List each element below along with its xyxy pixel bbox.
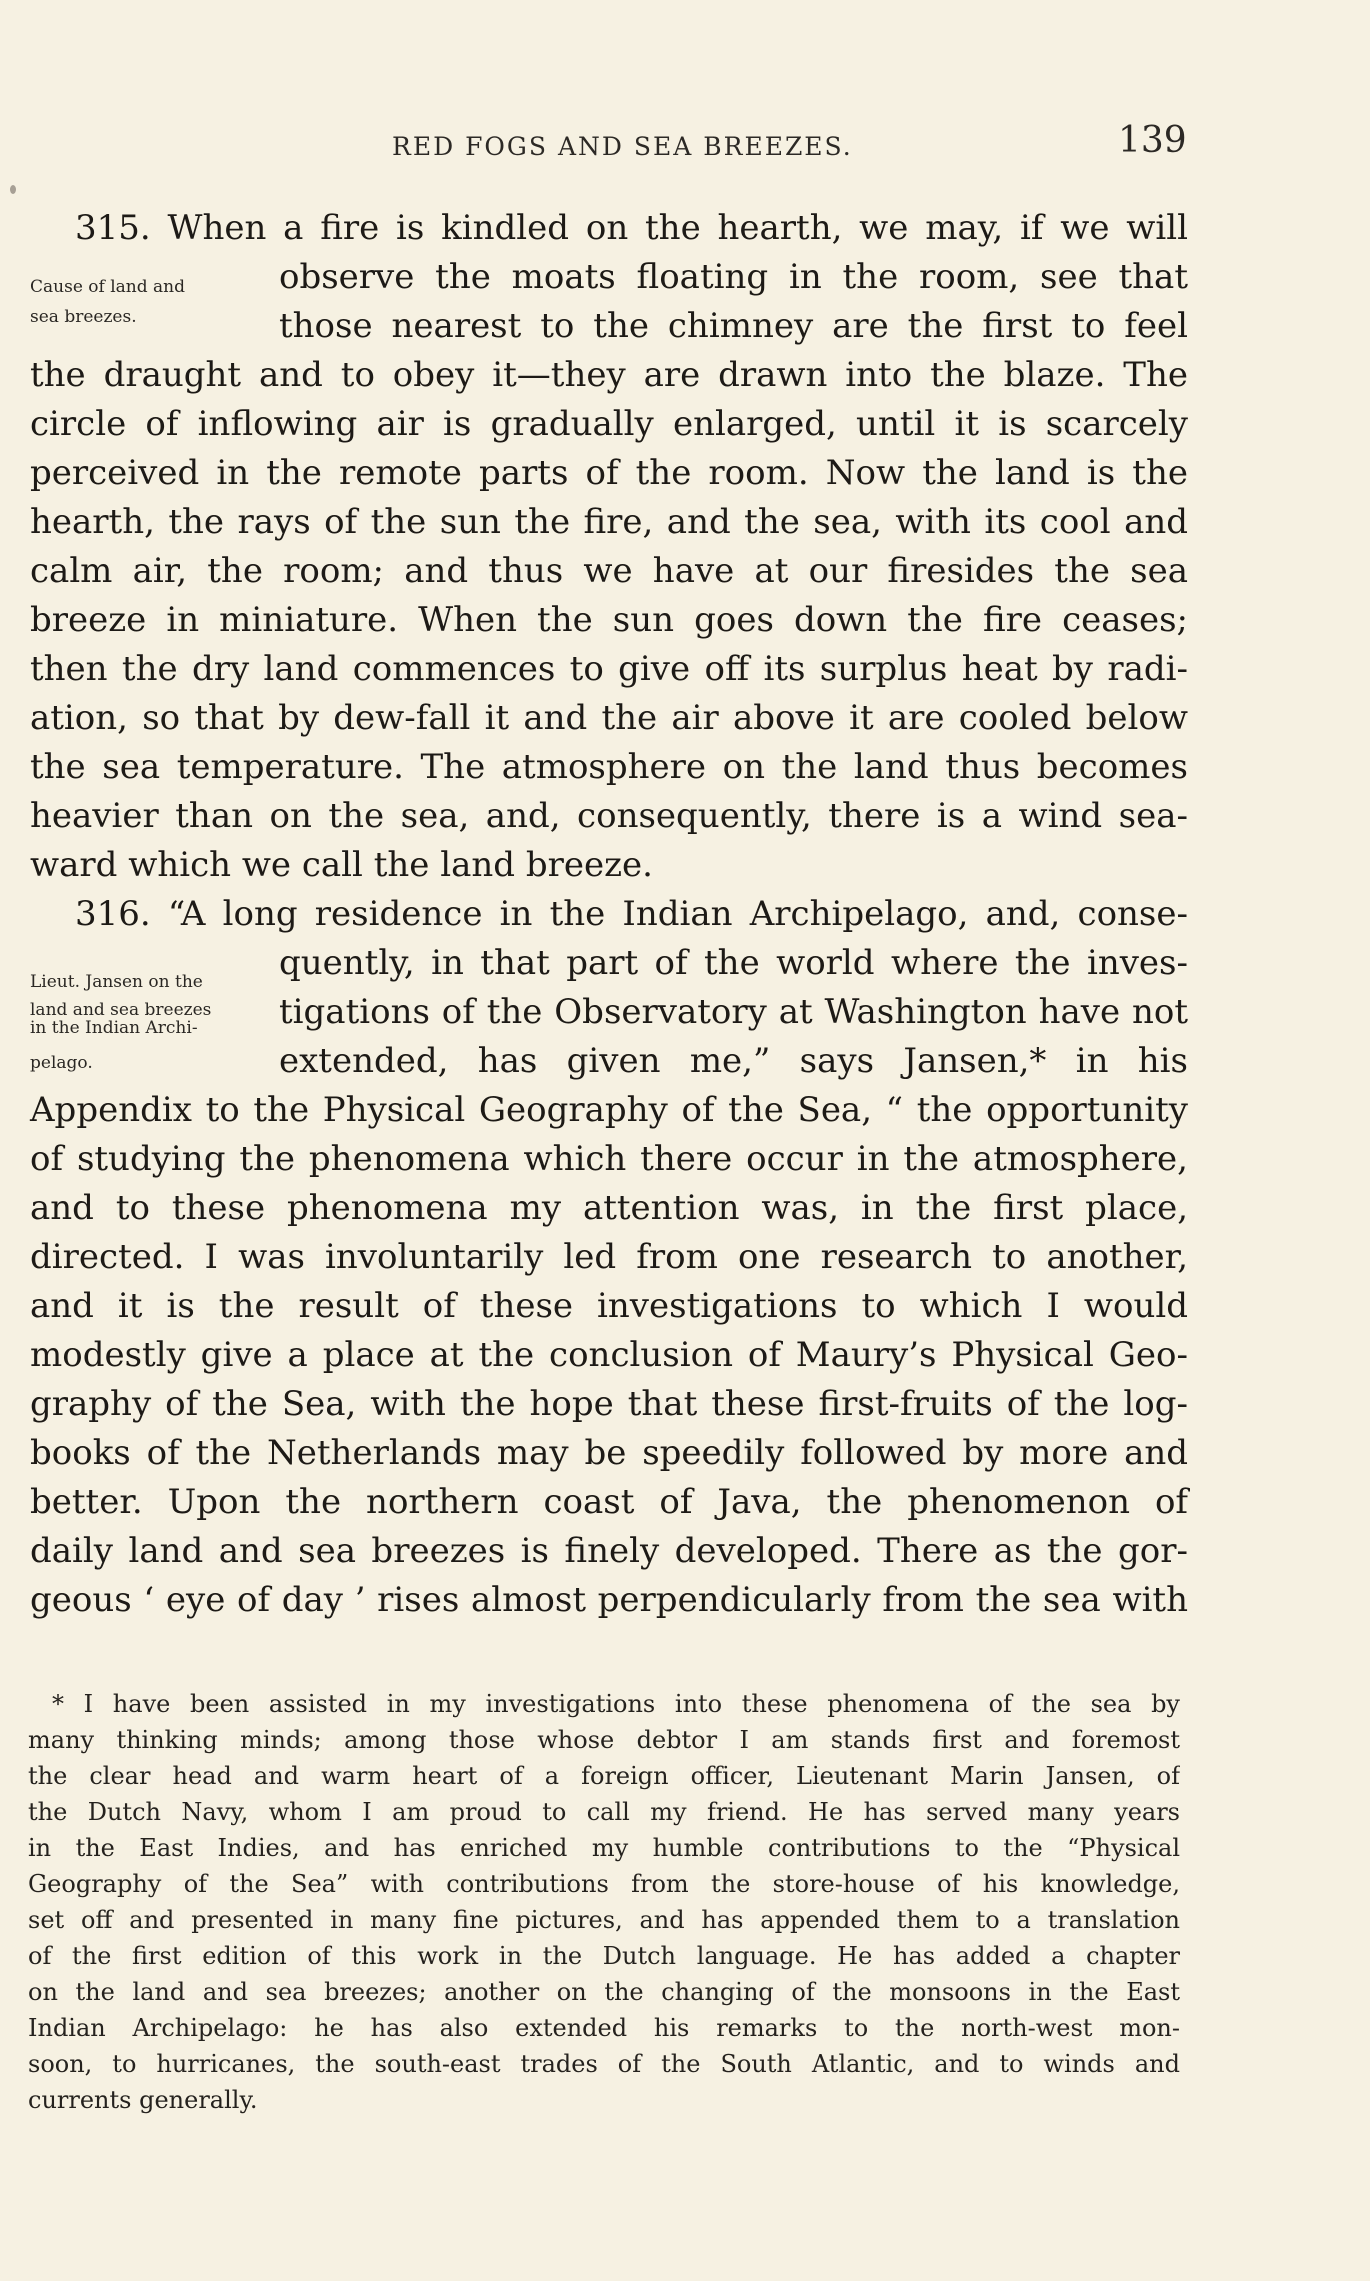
- footnote-line: in the East Indies, and has enriched my humble contributions to the “Physical: [28, 1834, 1180, 1862]
- page-header: [0, 118, 1370, 168]
- text-line: circle of inflowing air is gradually enlarged, until it is scarcely: [30, 404, 1188, 444]
- running-title: RED FOGS AND SEA BREEZES.: [392, 132, 853, 161]
- text-line: perceived in the remote parts of the room. Now the land is the: [30, 453, 1188, 493]
- footnote-line: the clear head and warm heart of a foreign officer, Lieutenant Marin Jansen, of: [28, 1762, 1180, 1790]
- footnote-line: Geography of the Sea” with contributions from the store-house of his knowledge,: [28, 1870, 1180, 1898]
- text-line: breeze in miniature. When the sun goes down the fire ceases;: [30, 600, 1188, 640]
- text-line: directed. I was involuntarily led from one research to another,: [30, 1237, 1188, 1277]
- page-number: 139: [1118, 120, 1187, 161]
- margin-note-line: pelago.: [30, 1053, 93, 1073]
- footnote-line: set off and presented in many fine pictures, and has appended them to a translation: [28, 1906, 1180, 1934]
- text-line: quently, in that part of the world where the inves-: [279, 943, 1188, 983]
- footnote-line: soon, to hurricanes, the south-east trades of the South Atlantic, and to winds and: [28, 2050, 1180, 2078]
- text-line: Appendix to the Physical Geography of the Sea, “ the opportunity: [30, 1090, 1188, 1130]
- text-line: extended, has given me,” says Jansen,* in his: [279, 1041, 1188, 1081]
- footnote-line: of the first edition of this work in the Dutch language. He has added a chapter: [28, 1942, 1180, 1970]
- text-line: hearth, the rays of the sun the fire, and the sea, with its cool and: [30, 502, 1188, 542]
- text-line: and to these phenomena my attention was, in the first place,: [30, 1188, 1188, 1228]
- margin-note-line: in the Indian Archi-: [30, 1018, 198, 1038]
- print-speck: [10, 185, 16, 194]
- text-line: modestly give a place at the conclusion of Maury’s Physical Geo-: [30, 1335, 1188, 1375]
- footnote-line: on the land and sea breezes; another on the changing of the monsoons in the East: [28, 1978, 1180, 2006]
- text-line: books of the Netherlands may be speedily followed by more and: [30, 1433, 1188, 1473]
- text-line: the sea temperature. The atmosphere on the land thus becomes: [30, 747, 1188, 787]
- text-line: ation, so that by dew-fall it and the air above it are cooled below: [30, 698, 1188, 738]
- text-line: the draught and to obey it—they are drawn into the blaze. The: [30, 355, 1188, 395]
- text-line: of studying the phenomena which there occur in the atmosphere,: [30, 1139, 1188, 1179]
- text-line: ward which we call the land breeze.: [30, 845, 653, 885]
- text-line: daily land and sea breezes is finely developed. There as the gor-: [30, 1531, 1188, 1571]
- text-line: observe the moats floating in the room, see that: [279, 257, 1188, 297]
- text-line: then the dry land commences to give off its surplus heat by radi-: [30, 649, 1188, 689]
- text-line: heavier than on the sea, and, consequently, there is a wind sea-: [30, 796, 1188, 836]
- margin-note-line: Cause of land and: [30, 277, 185, 297]
- footnote-line: many thinking minds; among those whose debtor I am stands first and foremost: [28, 1726, 1180, 1754]
- margin-note-line: sea breezes.: [30, 307, 137, 327]
- margin-note-line: land and sea breezes: [30, 1000, 212, 1020]
- footnote-line: the Dutch Navy, whom I am proud to call my friend. He has served many years: [28, 1798, 1180, 1826]
- text-line: graphy of the Sea, with the hope that these first-fruits of the log-: [30, 1384, 1188, 1424]
- text-line: and it is the result of these investigations to which I would: [30, 1286, 1188, 1326]
- footnote-line: * I have been assisted in my investigations into these phenomena of the sea by: [52, 1690, 1180, 1718]
- text-line: tigations of the Observatory at Washington have not: [279, 992, 1188, 1032]
- text-line: geous ‘ eye of day ’ rises almost perpendicularly from the sea with: [30, 1580, 1188, 1620]
- text-line: 316. “A long residence in the Indian Archipelago, and, conse-: [75, 894, 1188, 934]
- footnote-line: currents generally.: [28, 2086, 258, 2114]
- margin-note-line: Lieut. Jansen on the: [30, 972, 203, 992]
- text-line: those nearest to the chimney are the first to feel: [279, 306, 1188, 346]
- text-line: calm air, the room; and thus we have at our firesides the sea: [30, 551, 1188, 591]
- text-line: 315. When a fire is kindled on the hearth, we may, if we will: [75, 208, 1188, 248]
- text-line: better. Upon the northern coast of Java, the phenomenon of: [30, 1482, 1188, 1522]
- footnote-line: Indian Archipelago: he has also extended his remarks to the north-west mon-: [28, 2014, 1180, 2042]
